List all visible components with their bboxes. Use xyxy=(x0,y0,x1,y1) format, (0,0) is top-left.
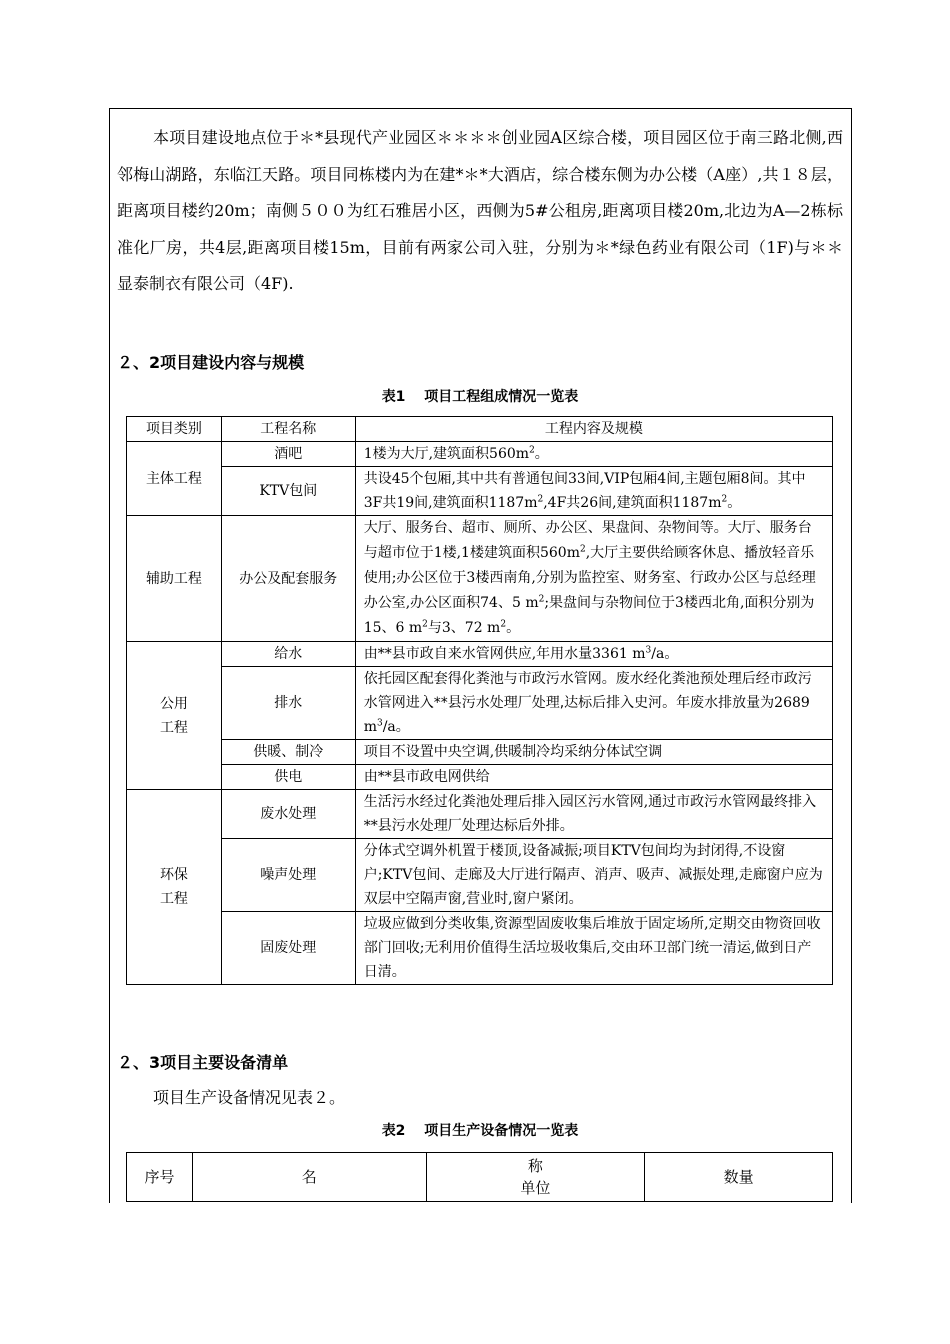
item-desc: 生活污水经过化粪池处理后排入园区污水管网,通过市政污水管网最终排入**县污水处理厂处理达标后外排。 xyxy=(355,790,832,839)
item-name: 废水处理 xyxy=(221,790,355,839)
item-name: 办公及配套服务 xyxy=(221,516,355,642)
item-desc: 大厅、服务台、超市、厕所、办公区、果盘间、杂物间等。大厅、服务台与超市位于1楼,1楼建筑面积$560m^2$,大厅主要供给顾客休息、播放轻音乐使用;办公区位于3楼西南角,分别为监控室、财务室、行政办公区与总经理办公室,办公区面积74、5 $m^2$;果盘间与杂物间位于3楼西北角,面积分别为15、6 $m^2$与3、72 $m^2$。 xyxy=(355,516,832,642)
table-row xyxy=(127,765,833,790)
section-2-2-heading: ２、2项目建设内容与规模 xyxy=(117,353,305,372)
item-desc: 1楼为大厅,建筑面积$560m^2$。 xyxy=(355,442,832,467)
item-desc: 垃圾应做到分类收集,资源型固废收集后堆放于固定场所,定期交由物资回收部门回收;无利用价值得生活垃圾收集后,交由环卫部门统一清运,做到日产日清。 xyxy=(355,912,832,985)
item-name: 给水 xyxy=(221,642,355,667)
table2-header: 序号 xyxy=(127,1153,193,1202)
table1 xyxy=(126,416,833,985)
table-row xyxy=(127,442,833,467)
item-name: 噪声处理 xyxy=(221,839,355,912)
table2-header: 称 单位 xyxy=(426,1153,645,1202)
item-desc: 项目不设置中央空调,供暖制冷均采纳分体试空调 xyxy=(355,740,832,765)
table1-header-row xyxy=(127,417,833,442)
item-desc: 由**县市政自来水管网供应,年用水量3361 $m^3/a$。 xyxy=(355,642,832,667)
item-name: 供暖、制冷 xyxy=(221,740,355,765)
group-main: 主体工程 xyxy=(127,442,222,516)
table2-header-row xyxy=(127,1153,833,1202)
table1-header: 工程内容及规模 xyxy=(355,417,832,442)
table-row xyxy=(127,912,833,985)
table1-header: 项目类别 xyxy=(127,417,222,442)
group-aux: 辅助工程 xyxy=(127,516,222,642)
section-2-3-text: 项目生产设备情况见表２。 xyxy=(153,1088,346,1107)
table-row xyxy=(127,740,833,765)
item-desc: 共设45个包厢,其中共有普通包间33间,VIP包厢4间,主题包厢8间。其中3F共19间,建筑面积$1187m^2,4F$共26间,建筑面积$1187m^2$。 xyxy=(355,467,832,516)
group-utility: 公用 工程 xyxy=(127,642,222,790)
table-row xyxy=(127,467,833,516)
table2-header: 名 xyxy=(192,1153,426,1202)
table1-header: 工程名称 xyxy=(221,417,355,442)
table-row xyxy=(127,790,833,839)
item-name: KTV包间 xyxy=(221,467,355,516)
table1-caption: 表1 项目工程组成情况一览表 xyxy=(381,389,579,405)
item-desc: 由**县市政电网供给 xyxy=(355,765,832,790)
item-desc: 依托园区配套得化粪池与市政污水管网。废水经化粪池预处理后经市政污水管网进入**县污水处理厂处理,达标后排入史河。年废水排放量为2689 $m^3/a$。 xyxy=(355,667,832,740)
table2-header: 数量 xyxy=(645,1153,833,1202)
intro-paragraph: 本项目建设地点位于＊*县现代产业园区＊＊＊＊创业园A区综合楼，项目园区位于南三路北侧,西邻梅山湖路，东临江天路。项目同栋楼内为在建*＊*大酒店，综合楼东侧为办公楼（A座）,共１８层，距离项目楼约20m；南侧５００为红石雅居小区，西侧为5#公租房,距离项目楼20m,北边为A—2栋标准化厂房，共4层,距离项目楼15m，目前有两家公司入驻，分别为＊*绿色药业有限公司（1F)与＊＊显泰制衣有限公司（4F). xyxy=(117,128,843,294)
table-row xyxy=(127,516,833,642)
table-row xyxy=(127,839,833,912)
item-name: 供电 xyxy=(221,765,355,790)
item-name: 排水 xyxy=(221,667,355,740)
group-env: 环保 工程 xyxy=(127,790,222,985)
section-2-3-heading: ２、3项目主要设备清单 xyxy=(117,1053,289,1072)
item-desc: 分体式空调外机置于楼顶,设备减振;项目KTV包间均为封闭得,不设窗户;KTV包间、走廊及大厅进行隔声、消声、吸声、减振处理,走廊窗户应为双层中空隔声窗,营业时,窗户紧闭。 xyxy=(355,839,832,912)
table-row xyxy=(127,667,833,740)
table2-caption: 表2 项目生产设备情况一览表 xyxy=(381,1123,579,1139)
item-name: 酒吧 xyxy=(221,442,355,467)
table-row xyxy=(127,642,833,667)
item-name: 固废处理 xyxy=(221,912,355,985)
table2 xyxy=(126,1152,833,1202)
